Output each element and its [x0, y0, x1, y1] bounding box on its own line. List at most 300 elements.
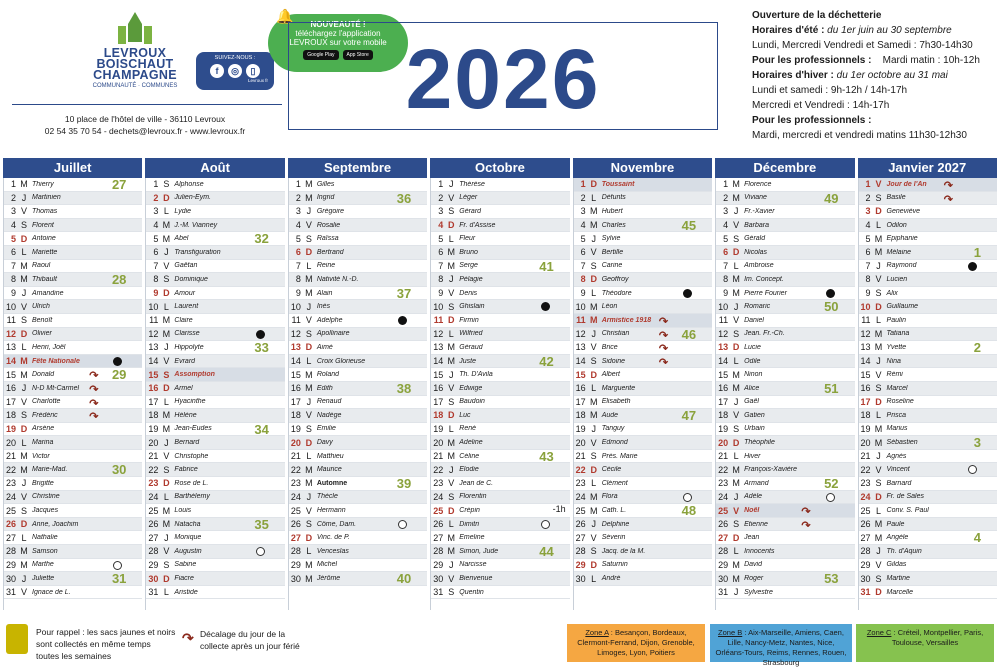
day-number: 27 [5, 532, 16, 543]
saint-name: Armand [744, 479, 769, 487]
saint-name: Thibault [32, 275, 57, 283]
saint-name: Louis [174, 507, 192, 515]
day-number: 18 [148, 410, 159, 421]
saint-name: Samson [32, 547, 58, 555]
day-letter: M [874, 423, 883, 434]
day-row [146, 246, 284, 260]
year-box [288, 22, 718, 130]
day-number: 25 [148, 505, 159, 516]
day-number: 2 [438, 192, 444, 203]
day-number: 18 [860, 410, 871, 421]
day-number: 10 [718, 301, 729, 312]
day-letter: V [305, 220, 312, 231]
day-row [4, 232, 142, 246]
saint-name: Michel [316, 561, 338, 569]
social-label: SUIVEZ-NOUS : [214, 55, 256, 61]
day-letter: M [732, 288, 740, 299]
day-letter: D [20, 423, 28, 434]
mobile-app-icon[interactable]: ▯ [246, 64, 260, 78]
day-row [574, 246, 712, 260]
dechetterie-info [752, 8, 1000, 143]
day-letter: M [874, 519, 883, 530]
google-play-badge[interactable]: Google Play [303, 50, 338, 60]
day-row [289, 273, 427, 287]
day-number: 14 [5, 356, 16, 367]
day-letter: S [448, 206, 455, 217]
winter-label: Horaires d'hiver : [752, 70, 834, 81]
saint-name: Thomas [32, 207, 58, 215]
day-letter: V [875, 274, 882, 285]
day-number: 8 [580, 274, 586, 285]
day-letter: V [590, 247, 597, 258]
day-number: 3 [723, 206, 729, 217]
day-number: 3 [438, 206, 444, 217]
day-number: 6 [438, 247, 444, 258]
day-letter: D [590, 559, 597, 570]
day-row [431, 491, 569, 505]
saint-name: Ghislain [459, 303, 485, 311]
saint-name: Narcisse [459, 561, 487, 569]
day-row [289, 423, 427, 437]
saint-name: Marcel [886, 384, 908, 392]
day-row [716, 545, 854, 559]
day-number: 16 [148, 383, 159, 394]
day-letter: M [447, 437, 456, 448]
saint-name: Conv. S. Paul [886, 507, 929, 515]
day-number: 30 [575, 573, 586, 584]
day-number: 20 [575, 437, 586, 448]
day-number: 11 [576, 315, 586, 326]
day-letter: S [875, 288, 882, 299]
day-row [431, 559, 569, 573]
day-row [431, 463, 569, 477]
day-letter: M [589, 220, 598, 231]
address-block [30, 113, 260, 137]
day-row [4, 450, 142, 464]
day-row [289, 409, 427, 423]
winter-range: du 1er octobre au 31 mai [833, 70, 948, 81]
saint-name: Noël [744, 507, 760, 515]
day-row [716, 287, 854, 301]
saint-name: Serge [459, 262, 478, 270]
day-row [431, 531, 569, 545]
winter-hours-2: Mercredi et Vendredi : 14h-17h [752, 100, 890, 111]
saint-name: Edith [316, 384, 333, 392]
saint-name: Reine [316, 262, 336, 270]
day-letter: M [874, 342, 883, 353]
saint-name: Bertille [601, 248, 624, 256]
day-number: 30 [718, 573, 729, 584]
day-letter: L [591, 288, 597, 299]
day-row [859, 450, 997, 464]
week-number: 33 [254, 340, 269, 356]
day-row [289, 531, 427, 545]
day-row [574, 423, 712, 437]
day-letter: J [449, 369, 454, 380]
day-row [716, 491, 854, 505]
day-row [431, 436, 569, 450]
saint-name: Armel [174, 384, 193, 392]
day-row [4, 518, 142, 532]
day-letter: S [733, 233, 740, 244]
day-letter: M [305, 179, 313, 190]
day-number: 28 [5, 546, 16, 557]
day-row [574, 396, 712, 410]
saint-name: Pélagie [459, 275, 483, 283]
day-letter: L [591, 383, 597, 394]
week-number: 44 [539, 544, 554, 560]
saint-name: Juliette [32, 575, 55, 583]
day-letter: M [162, 328, 171, 339]
week-number: 51 [824, 380, 839, 396]
saint-name: Pierre Fourier [744, 289, 787, 297]
day-letter: M [162, 423, 171, 434]
saint-name: Renaud [316, 398, 342, 406]
saint-name: Jacq. de la M. [601, 547, 646, 555]
week-number: 30 [111, 462, 127, 478]
day-letter: M [732, 464, 740, 475]
day-number: 12 [718, 328, 729, 339]
saint-name: Edwige [459, 384, 483, 392]
day-number: 6 [723, 247, 729, 258]
day-row [859, 491, 997, 505]
day-row [289, 178, 427, 192]
day-row [289, 518, 427, 532]
day-row [289, 314, 427, 328]
day-letter: V [20, 491, 27, 502]
day-number: 18 [433, 410, 444, 421]
saint-name: Olivier [32, 330, 52, 338]
saint-name: Raymond [886, 262, 917, 270]
instagram-icon[interactable]: ◎ [228, 64, 242, 78]
zone-b-label: Zone B [718, 628, 743, 637]
day-row [146, 382, 284, 396]
day-row [431, 178, 569, 192]
day-letter: J [591, 423, 596, 434]
day-letter: J [733, 301, 739, 312]
day-letter: J [164, 247, 169, 258]
saint-name: Thérèse [459, 180, 485, 188]
facebook-icon[interactable]: f [210, 64, 224, 78]
day-row [574, 545, 712, 559]
day-number: 6 [10, 247, 16, 258]
saint-name: Gatien [744, 411, 765, 419]
day-number: 5 [438, 233, 444, 244]
day-number: 31 [5, 587, 16, 598]
logo-subtitle: COMMUNAUTÉ · COMMUNES [92, 83, 178, 89]
day-row [289, 300, 427, 314]
saint-name: Basile [886, 194, 906, 202]
day-number: 29 [5, 559, 16, 570]
day-number: 7 [438, 260, 444, 271]
day-row [431, 300, 569, 314]
app-store-badge[interactable]: App Store [343, 50, 373, 60]
day-letter: L [306, 451, 312, 462]
saint-name: Nadège [316, 411, 342, 419]
app-promo-title: NOUVEAUTÉ ! [310, 20, 366, 29]
saint-name: Automne [316, 479, 348, 487]
day-letter: D [875, 206, 882, 217]
day-row [431, 192, 569, 206]
saint-name: Elodie [459, 466, 479, 474]
week-number: 52 [824, 476, 839, 492]
saint-name: Gérald [744, 235, 766, 243]
day-number: 9 [10, 288, 16, 299]
zone-a-legend [567, 624, 705, 662]
header-divider [12, 104, 282, 105]
summer-label: Horaires d'été : [752, 25, 825, 36]
saint-name: Florence [744, 180, 772, 188]
saint-name: Christian [601, 330, 630, 338]
day-letter: M [305, 464, 313, 475]
saint-name: Alix [886, 289, 898, 297]
day-letter: V [163, 356, 170, 367]
day-row [289, 450, 427, 464]
month-column [573, 158, 712, 610]
day-row [716, 368, 854, 382]
day-row [716, 205, 854, 219]
week-number: 32 [254, 231, 269, 247]
day-row [289, 246, 427, 260]
year-title: 2026 [405, 32, 601, 126]
saint-name: Ninon [744, 371, 763, 379]
day-row [4, 260, 142, 274]
saint-name: Fr. de Sales [886, 493, 925, 501]
saint-name: Geneviève [886, 207, 920, 215]
week-number: 27 [111, 177, 127, 192]
saint-name: Mariette [32, 248, 58, 256]
day-letter: D [20, 328, 28, 339]
shift-arrow-icon: ↷ [658, 343, 669, 356]
day-number: 25 [433, 505, 444, 516]
zone-b-legend [710, 624, 852, 667]
saint-name: Vincent [886, 466, 910, 474]
day-number: 13 [5, 342, 16, 353]
saint-name: Lydie [174, 207, 192, 215]
day-letter: M [305, 383, 313, 394]
day-number: 24 [860, 491, 871, 502]
logo-tower-icon [118, 12, 152, 46]
day-number: 15 [5, 369, 16, 380]
day-number: 23 [5, 478, 16, 489]
day-row [289, 287, 427, 301]
saint-name: Fabrice [174, 466, 198, 474]
day-letter: L [21, 437, 27, 448]
new-moon-icon [541, 302, 550, 311]
day-letter: L [306, 260, 312, 271]
saint-name: Etienne [744, 520, 768, 528]
day-number: 9 [865, 288, 871, 299]
pro-summer: Mardi matin : 10h-12h [882, 55, 980, 66]
month-header: Décembre [715, 158, 854, 178]
saint-name: Jean de C. [459, 479, 494, 487]
day-number: 9 [153, 288, 159, 299]
day-row [716, 531, 854, 545]
saint-name: Hubert [601, 207, 623, 215]
saint-name: Marthe [32, 561, 54, 569]
day-letter: J [21, 288, 27, 299]
day-number: 28 [718, 546, 729, 557]
saint-name: Assomption [174, 371, 215, 379]
day-letter: M [305, 559, 313, 570]
saint-name: Gaël [744, 398, 759, 406]
day-letter: L [163, 206, 169, 217]
day-number: 16 [575, 383, 586, 394]
day-row [859, 436, 997, 450]
month-header: Août [145, 158, 284, 178]
day-row [289, 355, 427, 369]
day-letter: J [306, 491, 312, 502]
saint-name: J.-M. Vianney [174, 221, 218, 229]
day-letter: M [589, 301, 598, 312]
saint-name: Dominique [174, 275, 208, 283]
day-letter: S [20, 220, 27, 231]
day-row [4, 436, 142, 450]
saint-name: Albert [601, 371, 620, 379]
day-letter: D [163, 383, 170, 394]
day-letter: S [590, 451, 597, 462]
day-number: 30 [148, 573, 159, 584]
day-row [859, 328, 997, 342]
day-letter: D [163, 573, 170, 584]
saint-name: Croix Glorieuse [316, 357, 366, 365]
day-row [859, 246, 997, 260]
saint-name: Fiacre [174, 575, 194, 583]
saint-name: Jean. Fr.-Ch. [744, 330, 785, 338]
saint-name: Yvette [886, 343, 907, 351]
saint-name: Apollinaire [316, 330, 350, 338]
day-letter: L [876, 315, 882, 326]
saint-name: Viviane [744, 194, 767, 202]
day-letter: L [876, 220, 882, 231]
day-row [146, 300, 284, 314]
saint-name: Odilon [886, 221, 907, 229]
saint-name: Augustin [174, 547, 202, 555]
day-row [574, 273, 712, 287]
day-letter: V [305, 410, 312, 421]
saint-name: Défunts [601, 194, 626, 202]
saint-name: François-Xavière [744, 466, 798, 474]
saint-name: Rose de L. [174, 479, 209, 487]
day-number: 24 [718, 491, 729, 502]
day-row [4, 178, 142, 192]
saint-name: Gérard [459, 207, 482, 215]
day-row [574, 518, 712, 532]
saint-name: Fr. d'Assise [459, 221, 496, 229]
day-letter: J [21, 192, 27, 203]
day-number: 23 [860, 478, 871, 489]
day-letter: M [732, 478, 740, 489]
day-letter: L [733, 260, 739, 271]
day-number: 4 [153, 220, 159, 231]
day-row [859, 355, 997, 369]
day-number: 18 [290, 410, 301, 421]
day-number: 26 [860, 519, 871, 530]
pro-label-2: Pour les professionnels : [752, 115, 872, 126]
day-letter: M [20, 369, 28, 380]
saint-name: Armistice 1918 [601, 316, 652, 324]
app-promo-line-2: LEVROUX sur votre mobile [289, 38, 387, 47]
saint-name: Florentin [459, 493, 487, 501]
day-letter: M [732, 179, 740, 190]
saint-name: Charlotte [32, 398, 61, 406]
day-number: 24 [575, 491, 586, 502]
day-row [4, 586, 142, 600]
day-letter: V [20, 587, 27, 598]
day-letter: L [163, 301, 169, 312]
saint-name: Im. Concept. [744, 275, 784, 283]
day-row [4, 409, 142, 423]
day-letter: V [590, 532, 597, 543]
saint-name: Frédéric [32, 411, 58, 419]
day-number: 7 [723, 260, 729, 271]
saint-name: Hippolyte [174, 343, 204, 351]
week-number: 46 [681, 326, 697, 342]
day-letter: M [305, 288, 313, 299]
saint-name: Ingrid [316, 194, 335, 202]
day-number: 21 [148, 451, 159, 462]
day-number: 10 [148, 301, 159, 312]
week-number: 37 [396, 285, 412, 301]
logo [80, 12, 190, 89]
day-row [859, 572, 997, 586]
day-number: 21 [575, 451, 586, 462]
month-header: Janvier 2027 [858, 158, 997, 178]
week-number: 29 [111, 367, 127, 383]
day-letter: M [732, 274, 740, 285]
shift-arrow-icon: ↷ [943, 193, 953, 206]
day-row [431, 409, 569, 423]
day-number: 7 [153, 260, 159, 271]
day-letter: S [305, 233, 312, 244]
day-letter: V [163, 451, 170, 462]
saint-name: Matthieu [316, 452, 344, 460]
day-letter: J [164, 437, 169, 448]
day-letter: V [875, 464, 882, 475]
day-row [146, 355, 284, 369]
week-number: 48 [681, 503, 697, 519]
saint-name: Barnard [886, 479, 912, 487]
day-letter: M [20, 179, 28, 190]
day-letter: V [733, 505, 740, 516]
day-letter: S [875, 573, 882, 584]
saint-name: Alice [744, 384, 760, 392]
saint-name: Céline [459, 452, 480, 460]
saint-name: Bernard [174, 439, 200, 447]
day-letter: M [305, 369, 313, 380]
day-letter: D [163, 288, 170, 299]
summer-hours: Lundi, Mercredi Vendredi et Samedi : 7h30-14h30 [752, 40, 973, 51]
day-number: 12 [290, 328, 301, 339]
day-row [574, 504, 712, 518]
day-row [859, 205, 997, 219]
saint-name: Paulin [886, 316, 906, 324]
day-number: 12 [860, 328, 871, 339]
day-row [859, 178, 997, 192]
day-number: 16 [718, 383, 729, 394]
day-number: 25 [5, 505, 16, 516]
day-number: 14 [575, 356, 586, 367]
saint-name: Dimitri [459, 520, 480, 528]
day-number: 17 [575, 396, 586, 407]
day-row [431, 341, 569, 355]
day-number: 7 [580, 260, 586, 271]
day-letter: L [163, 491, 169, 502]
day-row [4, 559, 142, 573]
day-row [574, 450, 712, 464]
day-row [146, 491, 284, 505]
day-row [146, 423, 284, 437]
